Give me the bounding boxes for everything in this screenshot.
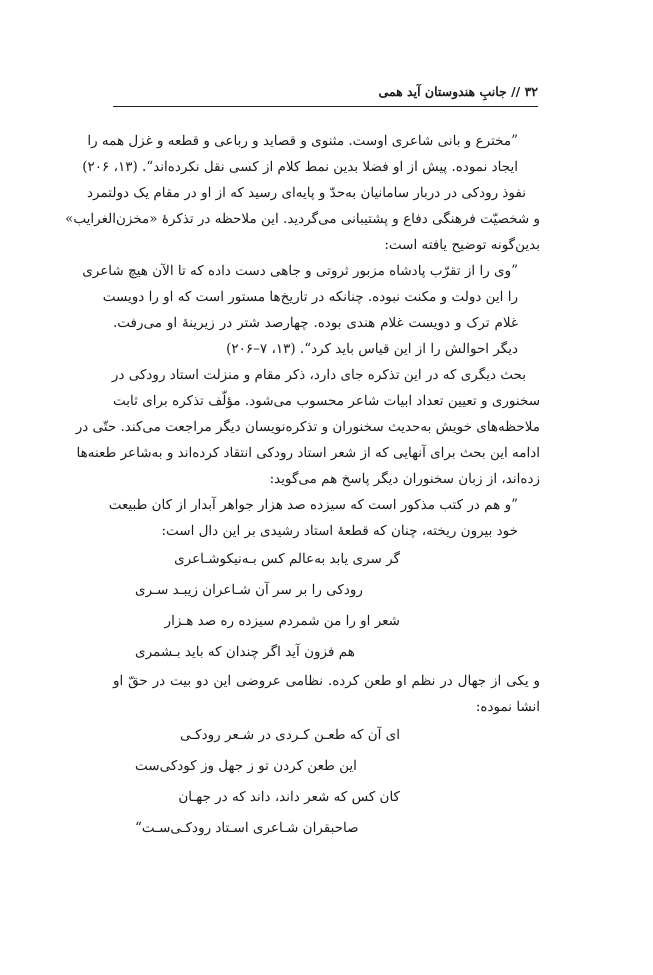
verse-text: ای آن که طعـن کـردی در شـعر رودکـی [179, 727, 400, 743]
verse-text: شعر او را من شمردم سیزده ره صد هـزار [164, 613, 400, 629]
running-head: ۳۲ // جانبِ هندوستان آید همی [378, 84, 538, 99]
verse-line [113, 813, 540, 844]
paragraph-line: بحث دیگری که در این تذکره جای دارد، ذکر مقام و منزلت استاد رودکی در [111, 367, 526, 383]
verse-text: هم فزون آید اگر چندان که باید بـشمری [135, 644, 355, 660]
paragraph-line: بدین‌گونه توضیح یافته است: [384, 237, 540, 253]
paragraph-line: انشا نموده: [475, 699, 540, 715]
paragraph-line: و یکی از جهال در نظم او طعن کرده. نظامی عروضی این دو بیت در حقّ او [113, 673, 540, 689]
verse-text: رودکی را بر سر آن شـاعران زیبـد سـری [135, 582, 363, 598]
verse-line [113, 637, 540, 668]
verse-text: کان کس که شعر داند، داند که در جهـان [178, 789, 400, 805]
paragraph-line: و شخصیّت فرهنگی دفاع و پشتیبانی می‌گردید. این ملاحظه در تذکرهٔ «مخزن‌الغرایب» [65, 211, 540, 227]
verse-text: گر سری یابد به‌عالم کس بـه‌نیکوشـاعری [174, 551, 400, 567]
verse-line [113, 606, 540, 637]
header-rule [113, 106, 538, 107]
quote-line: خود بیرون ریخته، چنان که قطعهٔ استاد رشیدی بر این دال است: [161, 523, 518, 539]
verse-line [113, 544, 540, 575]
quote-line: غلام ترک و دویست غلام هندی بوده. چهارصد شتر در زیرینهٔ او می‌رفت. [113, 315, 518, 331]
quote-line: ”و هم در کتب مذکور است که سیزده صد هزار جواهر آبدار از کان طبیعت [108, 497, 518, 513]
paragraph-line: زده‌اند، از زبان سخنوران دیگر پاسخ هم می‌گوید: [269, 471, 540, 487]
quote-line: ”وی را از تقرّب پادشاه مزبور ثروتی و جاهی دست داده که تا الآن هیچ شاعری [82, 263, 518, 279]
verse-line [113, 782, 540, 813]
verse-line [113, 751, 540, 782]
paragraph-line: ملاحظه‌های خویش به‌حدیث سخنوران و تذکره‌نویسان دیگر مراجعت می‌کند. حتّی در [75, 419, 540, 435]
paragraph-line: ادامه این بحث برای آنهایی که از شعر استاد رودکی انتقاد کرده‌اند و به‌شاعر طعنه‌ها [76, 445, 540, 461]
paragraph-line: سخنوری و تعیین تعداد ابیات شاعر محسوب می‌شود. مؤلّف تذکره برای ثابت [113, 393, 540, 409]
quote-line: ایجاد نموده. پیش از او فضلا بدین نمط کلام از کسی نقل نکرده‌اند“. (۱۳، ۲۰۶) [82, 159, 518, 175]
verse-line [113, 575, 540, 606]
page-header [113, 84, 538, 106]
quote-line: دیگر احوالش را از این قیاس باید کرد“. (۱۳، ۷–۲۰۶) [226, 341, 518, 357]
paragraph-line: نفوذ رودکی در دربار سامانیان به‌حدّ و پایه‌ای رسید که از او در مقام یک دولتمرد [87, 185, 526, 201]
quote-line: را این دولت و مکنت نبوده. چنانکه در تاریخ‌ها مستور است که او را دویست [102, 289, 518, 305]
quote-line: ”مخترع و بانی شاعری اوست. مثنوی و قصاید و رباعی و قطعه و غزل همه را [87, 133, 518, 149]
verse-text: این طعن کردن تو ز جهل وز کودکی‌ست [135, 758, 357, 774]
verse-line [113, 720, 540, 751]
verse-text: صاحبقران شـاعری اسـتاد رودکـی‌سـت“ [135, 820, 359, 836]
page-body [65, 128, 540, 844]
